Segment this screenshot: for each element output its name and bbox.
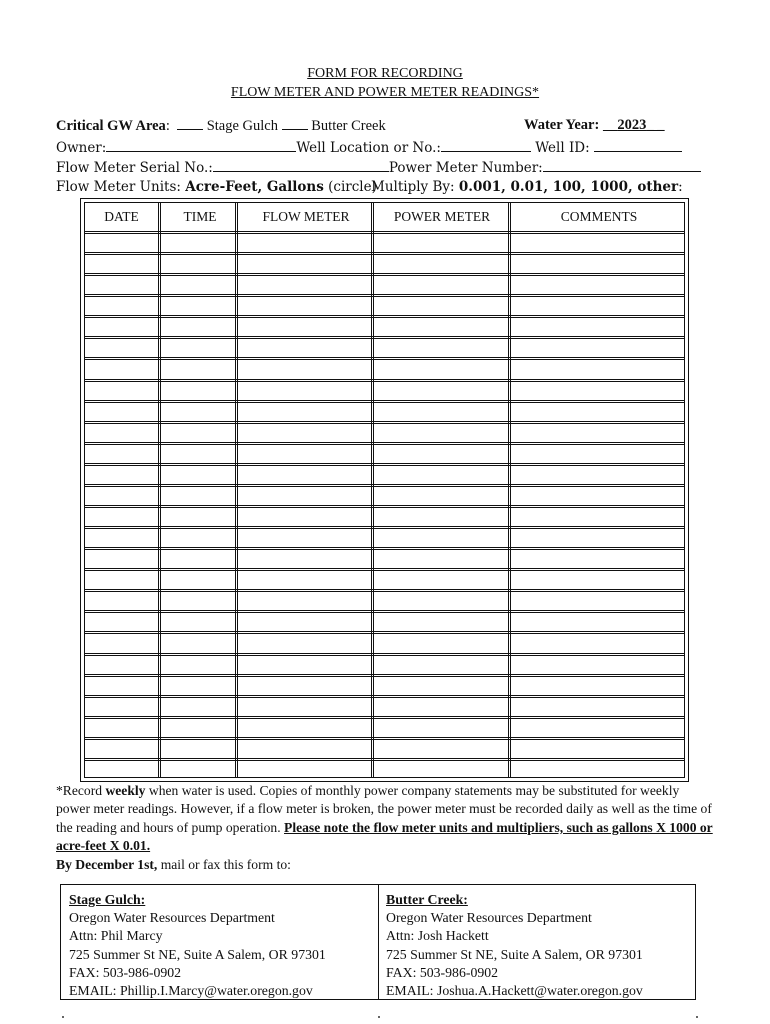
table-row[interactable] <box>85 231 684 234</box>
table-row[interactable] <box>85 758 684 761</box>
note-emphasis: Please note the flow meter units and multipliers, such as gallons X 1000 or acre-feet X 0.01. <box>56 819 713 854</box>
table-row[interactable] <box>85 379 684 382</box>
flow-units-options[interactable]: Acre-Feet, Gallons <box>185 179 324 195</box>
contact-address: 725 Summer St NE, Suite A Salem, OR 97301 <box>69 946 326 962</box>
owner-input[interactable] <box>106 139 296 152</box>
header-time: TIME <box>183 209 217 224</box>
table-row[interactable] <box>85 716 684 719</box>
contact-heading: Stage Gulch: <box>69 892 146 907</box>
butter-creek-option: Butter Creek <box>311 118 386 134</box>
flow-serial-label: Flow Meter Serial No.: <box>56 160 213 176</box>
table-row[interactable] <box>85 631 684 634</box>
table-row[interactable] <box>85 695 684 698</box>
column-divider <box>371 203 374 777</box>
table-row[interactable] <box>85 463 684 466</box>
contact-stage-gulch <box>69 891 326 1000</box>
contact-address: 725 Summer St NE, Suite A Salem, OR 97301 <box>386 946 643 962</box>
table-row[interactable] <box>85 252 684 255</box>
readings-table-inner <box>84 202 685 778</box>
deadline-bold: By December 1st, <box>56 856 158 872</box>
table-row[interactable] <box>85 336 684 339</box>
table-row[interactable] <box>85 610 684 613</box>
critical-area-row: Critical GW Area: Stage Gulch Butter Creek <box>56 118 386 134</box>
form-title-line1: FORM FOR RECORDING <box>307 66 463 81</box>
multiply-options[interactable]: 0.001, 0.01, 100, 1000, other <box>458 179 679 195</box>
table-row[interactable] <box>85 568 684 571</box>
column-divider <box>235 203 238 777</box>
contact-box <box>60 884 696 1000</box>
table-row[interactable] <box>85 442 684 445</box>
instructions-note <box>56 782 716 874</box>
well-id-label: Well ID: <box>535 140 590 156</box>
multiply-row: Multiply By: 0.001, 0.01, 100, 1000, other: <box>371 179 683 195</box>
table-row[interactable] <box>85 294 684 297</box>
well-id-input[interactable] <box>594 139 682 152</box>
critical-area-label: Critical GW Area <box>56 118 166 134</box>
contact-dept: Oregon Water Resources Department <box>69 910 275 926</box>
header-power-meter: POWER METER <box>393 209 491 224</box>
contact-fax: FAX: 503-986-0902 <box>386 964 499 980</box>
flow-units-label: Flow Meter Units: <box>56 179 181 195</box>
contact-email[interactable]: EMAIL: Joshua.A.Hackett@water.oregon.gov <box>386 983 643 999</box>
flow-serial-input[interactable] <box>213 159 389 172</box>
table-row[interactable] <box>85 674 684 677</box>
well-location-input[interactable] <box>441 139 531 152</box>
table-row[interactable] <box>85 357 684 360</box>
note-part1: *Record <box>56 783 106 798</box>
header-comments: COMMENTS <box>560 209 638 224</box>
column-divider <box>508 203 511 777</box>
units-row <box>56 179 377 195</box>
table-row[interactable] <box>85 400 684 403</box>
power-number-input[interactable] <box>543 159 701 172</box>
note-weekly: weekly <box>105 783 146 798</box>
scan-mark <box>378 1016 380 1018</box>
owner-label: Owner: <box>56 140 107 156</box>
water-year-label: Water Year: <box>524 117 600 133</box>
table-row[interactable] <box>85 484 684 487</box>
contact-dept: Oregon Water Resources Department <box>386 910 592 926</box>
table-row[interactable] <box>85 547 684 550</box>
contact-fax: FAX: 503-986-0902 <box>69 964 182 980</box>
scan-mark <box>696 1016 698 1018</box>
table-row[interactable] <box>85 737 684 740</box>
stage-gulch-checkbox[interactable] <box>177 117 203 130</box>
contact-heading: Butter Creek: <box>386 892 468 907</box>
table-row[interactable] <box>85 589 684 592</box>
deadline-rest: mail or fax this form to: <box>157 856 291 872</box>
note-part2: when water is used. Copies of monthly power company statements may be substituted for weekly power meter readings. However, if a flow meter is broken, the power meter must be recorded daily as well as the time of the reading and hours of pump operation. <box>56 783 712 835</box>
contact-butter-creek <box>386 891 643 1000</box>
readings-table <box>80 198 689 782</box>
well-location-label: Well Location or No.: <box>296 140 441 156</box>
contact-attn: Attn: Phil Marcy <box>69 928 163 944</box>
scan-mark <box>62 1016 64 1018</box>
table-row[interactable] <box>85 315 684 318</box>
serial-row <box>56 159 701 176</box>
table-row[interactable] <box>85 421 684 424</box>
table-row[interactable] <box>85 526 684 529</box>
contact-divider <box>378 885 379 999</box>
power-number-label: Power Meter Number: <box>388 160 543 176</box>
multiply-label: Multiply By: <box>371 179 455 195</box>
owner-row <box>56 139 682 156</box>
header-flow-meter: FLOW METER <box>262 209 350 224</box>
table-row[interactable] <box>85 505 684 508</box>
water-year-value[interactable]: 2023_ _ <box>617 117 665 133</box>
form-title-line2: FLOW METER AND POWER METER READINGS* <box>230 85 540 100</box>
column-divider <box>158 203 161 777</box>
header-date: DATE <box>104 209 139 224</box>
contact-email[interactable]: EMAIL: Phillip.I.Marcy@water.oregon.gov <box>69 983 313 999</box>
flow-units-hint: (circle) <box>328 179 377 195</box>
table-row[interactable] <box>85 653 684 656</box>
butter-creek-checkbox[interactable] <box>282 117 308 130</box>
water-year-field <box>524 117 665 134</box>
contact-attn: Attn: Josh Hackett <box>386 928 489 944</box>
table-row[interactable] <box>85 273 684 276</box>
stage-gulch-option: Stage Gulch <box>206 118 278 134</box>
